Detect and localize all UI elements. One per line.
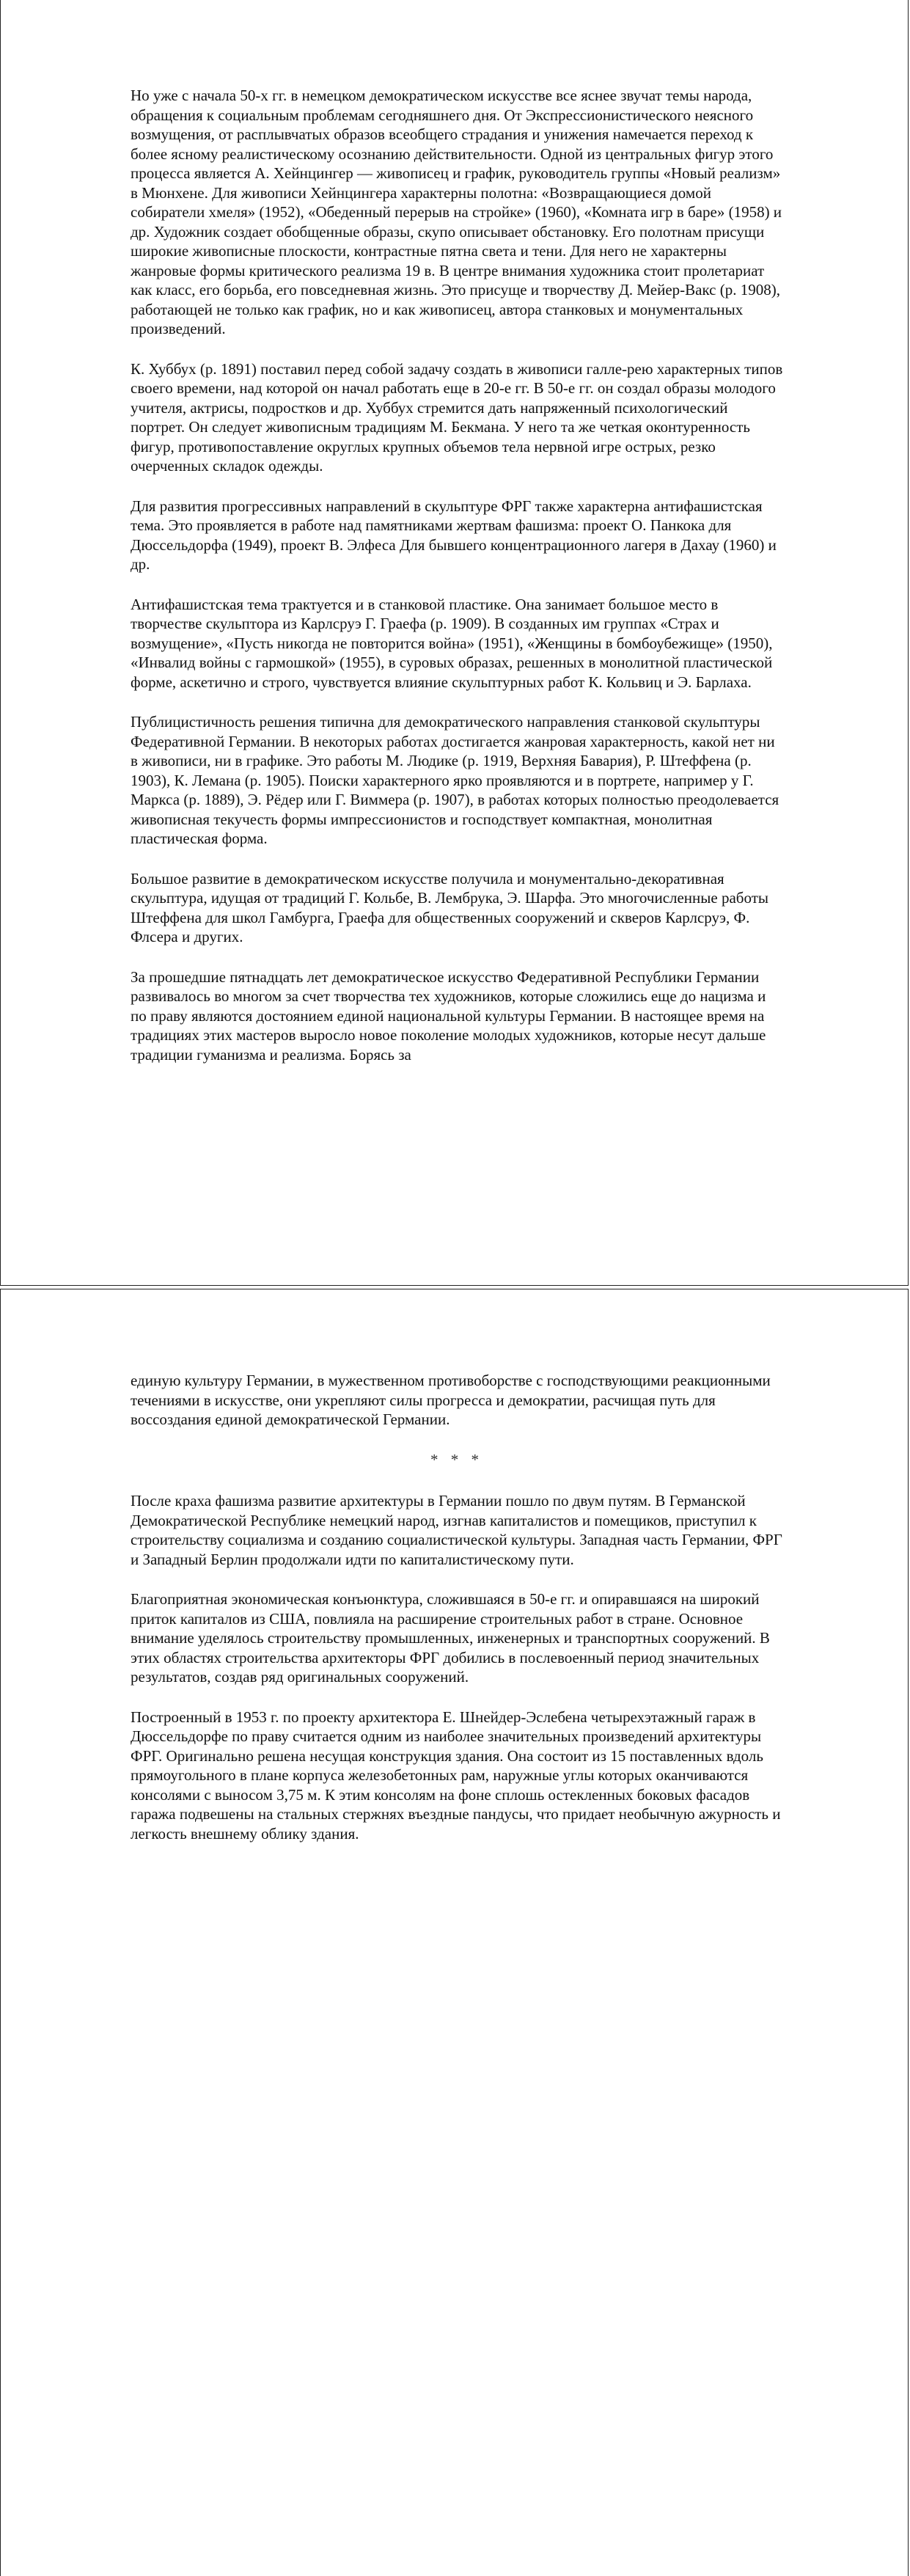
paragraph: Большое развитие в демократическом искусстве получила и монументально-декоративная скульптура, идущая от традиций Г. Кольбе, В. Лембрука, Э. Шарфа. Это многочисленные работы Штеффена для школ Гамбурга, Граефа для общественных сооружений и скверов Карлсруэ, Ф. Флсера и других. <box>131 869 768 945</box>
paragraph: После краха фашизма развитие архитектуры в Германии пошло по двум путям. В Германской Демократической Республике немецкий народ, изгнав капиталистов и помещиков, приступил к строительству социализма и созданию социалистической культуры. Западная часть Германии, ФРГ и Западный Берлин продолжали идти по капиталистическому пути. <box>131 1492 782 1568</box>
paragraph: Но уже с начала 50-х гг. в немецком демократическом искусстве все яснее звучат темы народа, обращения к социальным проблемам сегодняшнего дня. От Экспрессионистического неясного возмущения, от расплывчатых образов всеобщего страдания и унижения намечается переход к более ясному реалистическому осознанию действительности. Одной из центральных фигур этого процесса является А. Хейнцингер — живописец и график, руководитель группы «Новый реализм» в Мюнхене. Для живописи Хейнцингера характерны полотна: «Возвращающиеся домой собиратели хмеля» (1952), «Обеденный перерыв на стройке» (1960), «Комната игр в баре» (1958) и др. Художник создает обобщенные образы, скупо описывает обстановку. Его полотнам присущи широкие живописные плоскости, контрастные пятна света и тени. Для него не характерны жанровые формы критического реализма 19 в. В центре внимания художника стоит пролетариат как класс, его борьба, его повседневная жизнь. Это присуще и творчеству Д. Мейер-Вакс (р. 1908), работающей не только как график, но и как живописец, автора станковых и монументальных произведений. <box>131 87 782 337</box>
paragraph: Для развития прогрессивных направлений в скульптуре ФРГ также характерна антифашистская тема. Это проявляется в работе над памятниками жертвам фашизма: проект О. Панкока для Дюссельдорфа (1949), проект В. Элфеса Для бывшего концентрационного лагеря в Дахау (1960) и др. <box>131 497 777 573</box>
document-page-1 <box>0 0 909 1286</box>
section-separator: * * * <box>430 1450 483 1468</box>
document-page-2 <box>0 1289 909 2576</box>
paragraph: К. Хуббух (р. 1891) поставил перед собой задачу создать в живописи галле-рею характерных типов своего времени, над которой он начал работать еще в 20-е гг. В 50-е гг. он создал образы молодого учителя, актрисы, подростков и др. Хуббух стремится дать напряженный психологический портрет. Он следует живописным традициям М. Бекмана. У него та же четкая оконтуренность фигур, противопоставление округлых крупных объемов тела нервной игре острых, резко очерченных складок одежды. <box>131 359 783 475</box>
paragraph: Антифашистская тема трактуется и в станковой пластике. Она занимает большое место в творчестве скульптора из Карлсруэ Г. Граефа (р. 1909). В созданных им группах «Страх и возмущение», «Пусть никогда не повторится война» (1951), «Женщины в бомбоубежище» (1950), «Инвалид войны с гармошкой» (1955), в суровых образах, решенных в монолитной пластической форме, аскетично и строго, чувствуется влияние скульптурных работ К. Кольвиц и Э. Барлаха. <box>131 595 773 691</box>
paragraph: Построенный в 1953 г. по проекту архитектора Е. Шнейдер-Эслебена четырехэтажный гараж в Дюссельдорфе по праву считается одним из наиболее значительных произведений архитектуры ФРГ. Оригинально решена несущая конструкция здания. Она состоит из 15 поставленных вдоль прямоугольного в плане корпуса железобетонных рам, наружные углы которых оканчиваются консолями с выносом 3,75 м. К этим консолям на фоне сплошь остекленных боковых фасадов гаража подвешены на стальных стержнях въездные пандусы, что придает необычную ажурность и легкость внешнему облику здания. <box>131 1708 781 1843</box>
page-2-text-body <box>131 1371 783 1864</box>
paragraph: За прошедшие пятнадцать лет демократическое искусство Федеративной Республики Германии развивалось во многом за счет творчества тех художников, которые сложились еще до нацизма и по праву являются достоянием единой национальной культуры Германии. В настоящее время на традициях этих мастеров выросло новое поколение молодых художников, которые несут дальше традиции гуманизма и реализма. Борясь за <box>131 967 766 1064</box>
page-1-text-body <box>131 86 783 1085</box>
paragraph: единую культуру Германии, в мужественном противоборстве с господствующими реакционными течениями в искусстве, они укрепляют силы прогресса и демократии, расчищая путь для воссоздания единой демократической Германии. <box>131 1372 771 1428</box>
paragraph: Благоприятная экономическая конъюнктура, сложившаяся в 50-е гг. и опиравшаяся на широкий приток капиталов из США, повлияла на расширение строительных работ в стране. Основное внимание уделялось строительству промышленных, инженерных и транспортных сооружений. В этих областях строительства архитекторы ФРГ добились в послевоенный период значительных результатов, создав ряд оригинальных сооружений. <box>131 1590 770 1686</box>
paragraph: Публицистичность решения типична для демократического направления станковой скульптуры Федеративной Германии. В некоторых работах достигается жанровая характерность, какой нет ни в живописи, ни в графике. Это работы М. Людике (р. 1919, Верхняя Бавария), Р. Штеффена (р. 1903), К. Лемана (р. 1905). Поиски характерного ярко проявляются и в портрете, например у Г. Маркса (р. 1889), Э. Рёдер или Г. Виммера (р. 1907), в работах которых полностью преодолевается живописная текучесть формы импрессионистов и господствует компактная, монолитная пластическая форма. <box>131 713 779 847</box>
